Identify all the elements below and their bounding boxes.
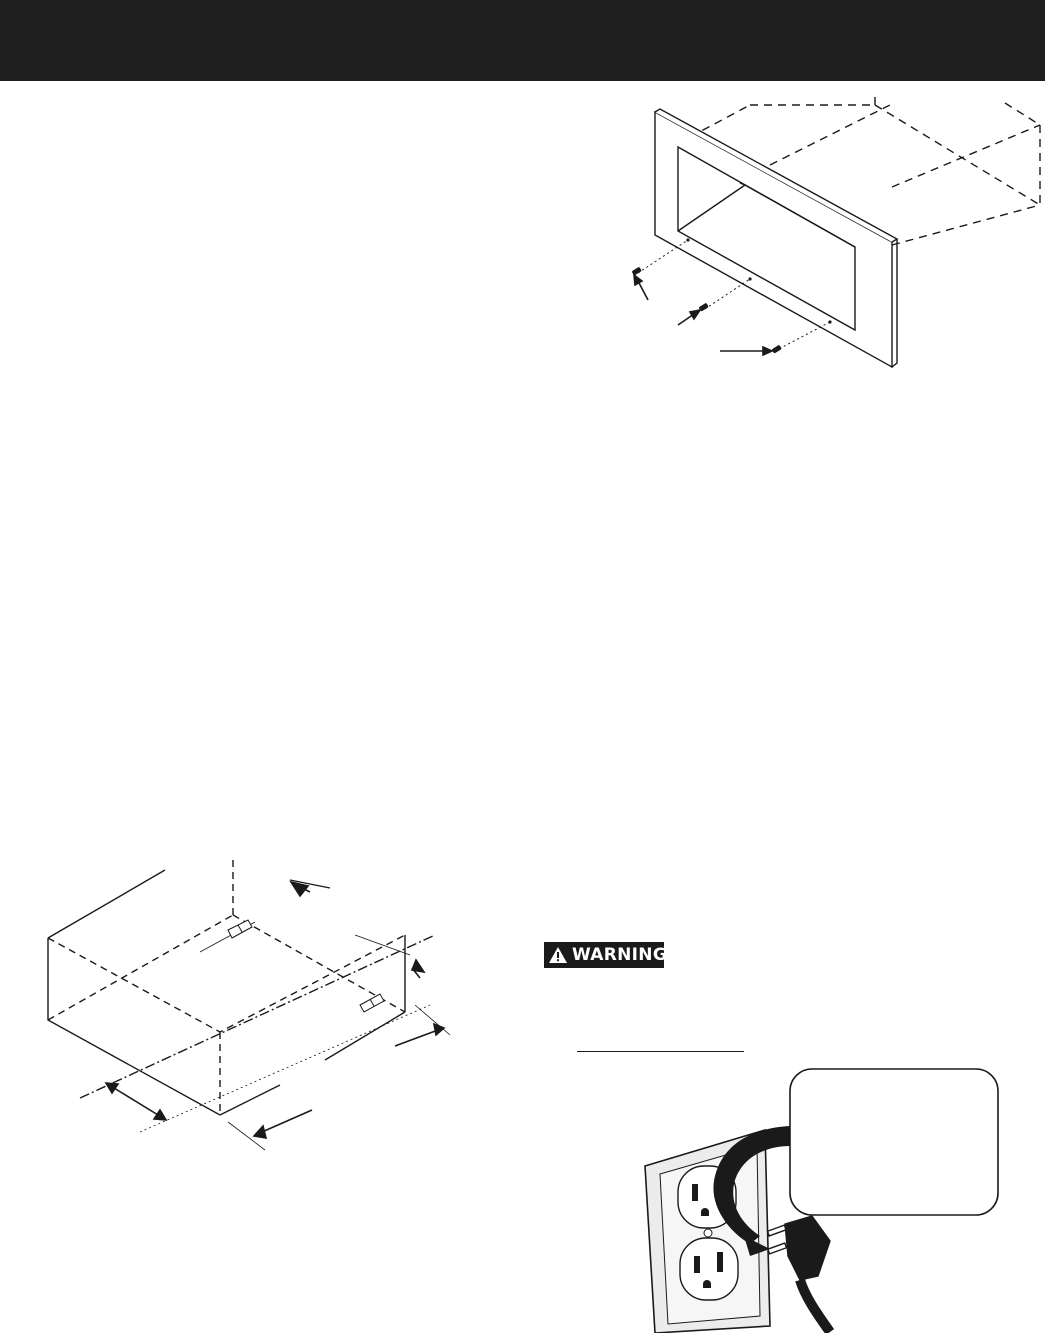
- header-bar: [0, 0, 1045, 81]
- cabinet-diagram: [40, 860, 480, 1155]
- warning-label: [544, 942, 668, 968]
- trim-kit-diagram: [610, 95, 1045, 375]
- section-underline: [577, 1051, 744, 1052]
- warning-text: WARNING: [572, 945, 668, 965]
- warning-triangle-icon: [548, 946, 568, 964]
- outlet-diagram: [640, 1066, 1005, 1333]
